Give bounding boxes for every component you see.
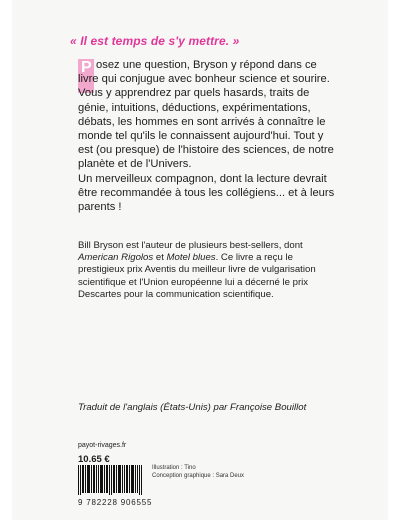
tagline-quote: « Il est temps de s'y mettre. » [70,34,240,48]
price: 10.65 € [78,454,110,465]
blurb-paragraph-1 [78,58,338,172]
blurb-paragraph-2: Un merveilleux compagnon, dont la lecture devrait être recommandée à tous les collégiens... et à leurs parents ! [78,172,335,214]
dropcap-letter: P [81,59,92,76]
bio-and: et [153,252,167,264]
blurb-paragraph-1-rest: livre qui conjugue avec bonheur science et sourire. Vous y apprendrez par quels hasards, traits de génie, intuitions, déductions, expérimentations, débats, les hommes en sont arrivés à connaître le monde tel qu'ils le connaissent aujourd'hui. Tout y est (ou presque) de l'histoire des sciences, de notre planète et de l'Univers. [78,73,334,171]
blurb-first-line: osez une question, Bryson y répond dans ce [96,59,317,71]
isbn-number: 9 782228 906555 [78,498,153,507]
bio-text-2: . Ce livre a reçu le prestigieux prix Aventis du meilleur livre de vulgarisation scientifique et l'Union européenne lui a décerné le prix Descartes pour la communication scientifique. [78,252,316,300]
book-title-1: American Rigolos [78,252,154,264]
credits [152,464,244,480]
bio-text-1: Bill Bryson est l'auteur de plusieurs best-sellers, dont [78,240,303,251]
blurb-text [78,58,338,214]
design-credit: Conception graphique : Sara Deux [152,473,245,479]
publisher-url: payot-rivages.fr [78,442,127,449]
translation-credit: Traduit de l'anglais (États-Unis) par Françoise Bouillot [78,402,307,413]
book-title-2: Motel blues [166,252,216,264]
illustration-credit: Illustration : Tino [152,465,196,471]
author-bio [78,240,338,301]
barcode [78,465,142,495]
